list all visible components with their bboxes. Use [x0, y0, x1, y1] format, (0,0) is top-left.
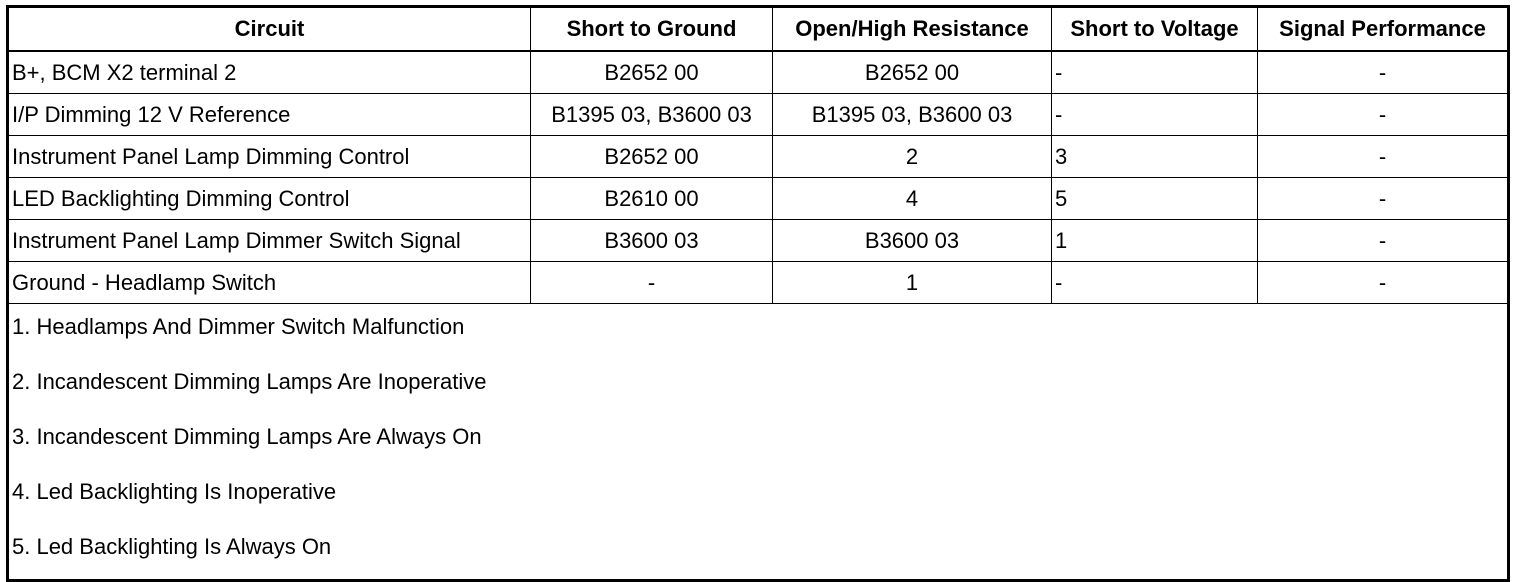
- table-row: [8, 51, 1509, 94]
- notes-row: [8, 304, 1509, 581]
- header-short-to-voltage: Short to Voltage: [1052, 7, 1258, 52]
- circuit-diagnostic-table: [6, 5, 1510, 582]
- cell-short-to-voltage: -: [1052, 94, 1258, 136]
- cell-open-high-resistance: B3600 03: [773, 220, 1052, 262]
- cell-signal-performance: -: [1258, 178, 1509, 220]
- notes-section: [8, 304, 1509, 581]
- cell-signal-performance: -: [1258, 51, 1509, 94]
- cell-signal-performance: -: [1258, 220, 1509, 262]
- cell-signal-performance: -: [1258, 94, 1509, 136]
- cell-circuit: LED Backlighting Dimming Control: [8, 178, 531, 220]
- table-row: [8, 136, 1509, 178]
- cell-open-high-resistance: 2: [773, 136, 1052, 178]
- cell-circuit: Instrument Panel Lamp Dimmer Switch Signal: [8, 220, 531, 262]
- cell-circuit: Ground - Headlamp Switch: [8, 262, 531, 304]
- footnote: 1. Headlamps And Dimmer Switch Malfunction: [12, 314, 465, 339]
- table-row: [8, 220, 1509, 262]
- header-row: [8, 7, 1509, 52]
- table-row: [8, 94, 1509, 136]
- footnote: 2. Incandescent Dimming Lamps Are Inoperative: [12, 369, 487, 394]
- cell-circuit: I/P Dimming 12 V Reference: [8, 94, 531, 136]
- cell-open-high-resistance: 4: [773, 178, 1052, 220]
- cell-short-to-ground: B3600 03: [531, 220, 773, 262]
- cell-short-to-voltage: 3: [1052, 136, 1258, 178]
- cell-short-to-voltage: 1: [1052, 220, 1258, 262]
- header-circuit: Circuit: [8, 7, 531, 52]
- cell-open-high-resistance: B2652 00: [773, 51, 1052, 94]
- footnote: 3. Incandescent Dimming Lamps Are Always On: [12, 424, 482, 449]
- notes-cell: [8, 304, 1509, 581]
- cell-circuit: B+, BCM X2 terminal 2: [8, 51, 531, 94]
- header-open-high-resistance: Open/High Resistance: [773, 7, 1052, 52]
- table-body: [8, 51, 1509, 304]
- cell-short-to-ground: -: [531, 262, 773, 304]
- cell-short-to-voltage: -: [1052, 51, 1258, 94]
- cell-open-high-resistance: 1: [773, 262, 1052, 304]
- cell-short-to-ground: B1395 03, B3600 03: [531, 94, 773, 136]
- cell-short-to-voltage: 5: [1052, 178, 1258, 220]
- footnote: 4. Led Backlighting Is Inoperative: [12, 479, 337, 504]
- cell-circuit: Instrument Panel Lamp Dimming Control: [8, 136, 531, 178]
- table-row: [8, 178, 1509, 220]
- cell-short-to-voltage: -: [1052, 262, 1258, 304]
- header-signal-performance: Signal Performance: [1258, 7, 1509, 52]
- header-short-to-ground: Short to Ground: [531, 7, 773, 52]
- cell-short-to-ground: B2652 00: [531, 136, 773, 178]
- cell-open-high-resistance: B1395 03, B3600 03: [773, 94, 1052, 136]
- cell-short-to-ground: B2610 00: [531, 178, 773, 220]
- cell-signal-performance: -: [1258, 136, 1509, 178]
- footnote: 5. Led Backlighting Is Always On: [12, 534, 332, 559]
- cell-signal-performance: -: [1258, 262, 1509, 304]
- table-row: [8, 262, 1509, 304]
- table-header: [8, 7, 1509, 52]
- cell-short-to-ground: B2652 00: [531, 51, 773, 94]
